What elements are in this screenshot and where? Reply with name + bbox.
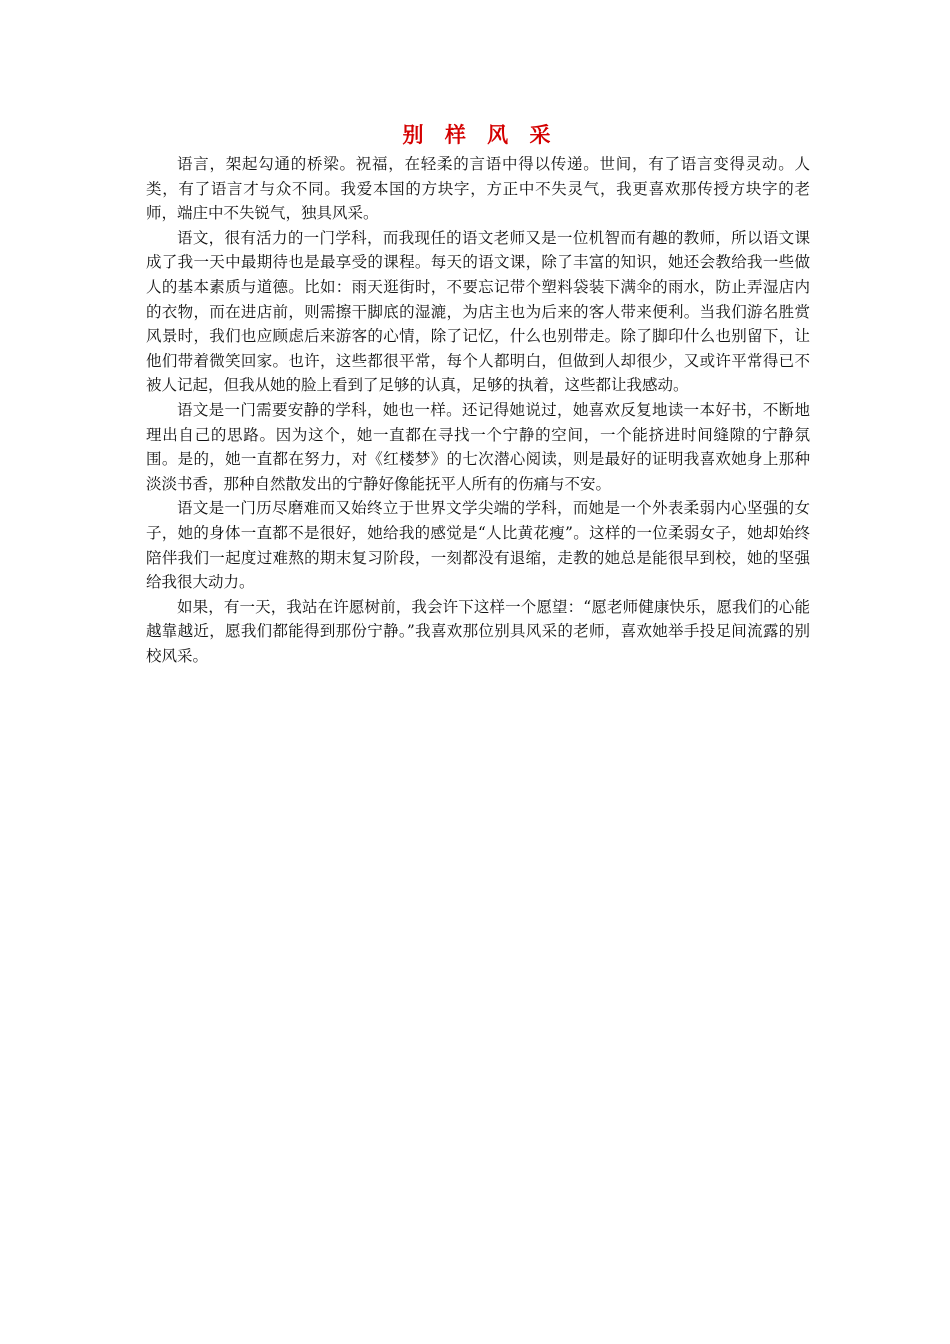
paragraph-3: 语文是一门需要安静的学科，她也一样。还记得她说过，她喜欢反复地读一本好书，不断地理出自己的思路。因为这个，她一直都在寻找一个宁静的空间，一个能挤进时间缝隙的宁静氛围。是的，她一直都在努力，对《红楼梦》的七次潜心阅读，则是最好的证明我喜欢她身上那种淡淡书香，那种自然散发出的宁静好像能抚平人所有的伤痛与不安。 (146, 400, 810, 493)
paragraph-1: 语言，架起勾通的桥梁。祝福，在轻柔的言语中得以传递。世间，有了语言变得灵动。人类，有了语言才与众不同。我爱本国的方块字，方正中不失灵气，我更喜欢那传授方块字的老师，端庄中不失锐气，独具风采。 (146, 155, 810, 223)
document-title: 别 样 风 采 (402, 122, 558, 147)
document-page (146, 118, 810, 668)
paragraph-5: 如果，有一天，我站在许愿树前，我会许下这样一个愿望：“愿老师健康快乐，愿我们的心能越靠越近，愿我们都能得到那份宁静。”我喜欢那位别具风采的老师，喜欢她举手投足间流露的别校风采。 (146, 597, 810, 665)
paragraph-2: 语文，很有活力的一门学科，而我现任的语文老师又是一位机智而有趣的教师，所以语文课成了我一天中最期待也是最享受的课程。每天的语文课，除了丰富的知识，她还会教给我一些做人的基本素质与道德。比如：雨天逛街时，不要忘记带个塑料袋装下满伞的雨水，防止弄湿店内的衣物，而在进店前，则需擦干脚底的湿漉，为店主也为后来的客人带来便利。当我们游名胜赏风景时，我们也应顾虑后来游客的心情，除了记忆，什么也别带走。除了脚印什么也别留下，让他们带着微笑回家。也许，这些都很平常，每个人都明白，但做到人却很少，又或许平常得已不被人记起，但我从她的脸上看到了足够的认真，足够的执着，这些都让我感动。 (146, 228, 810, 395)
paragraph-4: 语文是一门历尽磨难而又始终立于世界文学尖端的学科，而她是一个外表柔弱内心坚强的女子，她的身体一直都不是很好，她给我的感觉是“人比黄花瘦”。这样的一位柔弱女子，她却始终陪伴我们一起度过难熬的期末复习阶段，一刻都没有退缩，走教的她总是能很早到校，她的坚强给我很大动力。 (146, 499, 810, 592)
